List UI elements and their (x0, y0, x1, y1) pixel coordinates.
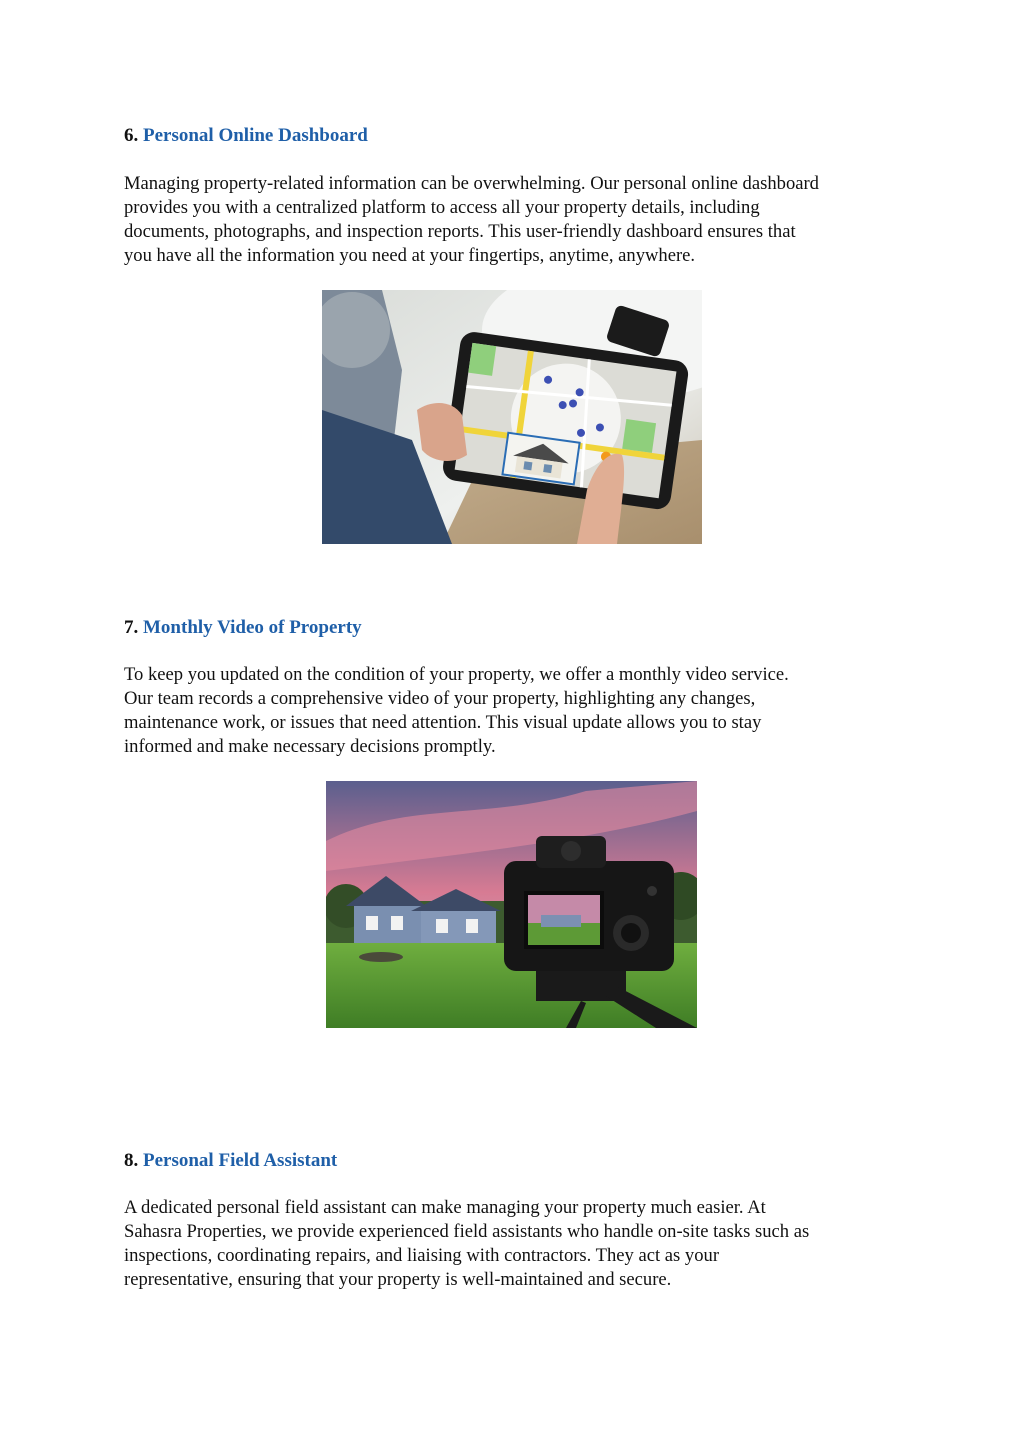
section-8-heading (124, 1149, 337, 1173)
paragraph-line: documents, photographs, and inspection reports. This user-friendly dashboard ensures that (124, 221, 796, 242)
section-7-heading (124, 616, 362, 640)
section-8-number: 8. (124, 1150, 139, 1171)
paragraph-line: informed and make necessary decisions promptly. (124, 736, 496, 757)
house-camera-image (326, 781, 697, 1028)
paragraph-line: Managing property-related information can be overwhelming. Our personal online dashboard (124, 173, 819, 194)
section-7-title: Monthly Video of Property (143, 617, 362, 638)
section-8-paragraph (124, 1196, 904, 1292)
paragraph-line: inspections, coordinating repairs, and liaising with contractors. They act as your (124, 1245, 720, 1266)
section-6-number: 6. (124, 125, 139, 146)
paragraph-line: provides you with a centralized platform to access all your property details, including (124, 197, 760, 218)
paragraph-line: maintenance work, or issues that need attention. This visual update allows you to stay (124, 712, 762, 733)
paragraph-line: representative, ensuring that your property is well-maintained and secure. (124, 1269, 672, 1290)
paragraph-line: A dedicated personal field assistant can make managing your property much easier. At (124, 1197, 766, 1218)
section-6-paragraph (124, 172, 904, 268)
section-8-title: Personal Field Assistant (143, 1150, 338, 1171)
paragraph-line: Sahasra Properties, we provide experienced field assistants who handle on-site tasks such as (124, 1221, 810, 1242)
dashboard-tablet-image (322, 290, 702, 544)
paragraph-line: Our team records a comprehensive video of your property, highlighting any changes, (124, 688, 756, 709)
paragraph-line: To keep you updated on the condition of your property, we offer a monthly video service. (124, 664, 789, 685)
section-7-paragraph (124, 663, 904, 759)
section-6-title: Personal Online Dashboard (143, 125, 368, 146)
paragraph-line: you have all the information you need at your fingertips, anytime, anywhere. (124, 245, 696, 266)
section-7-number: 7. (124, 617, 139, 638)
section-6-heading (124, 124, 368, 148)
